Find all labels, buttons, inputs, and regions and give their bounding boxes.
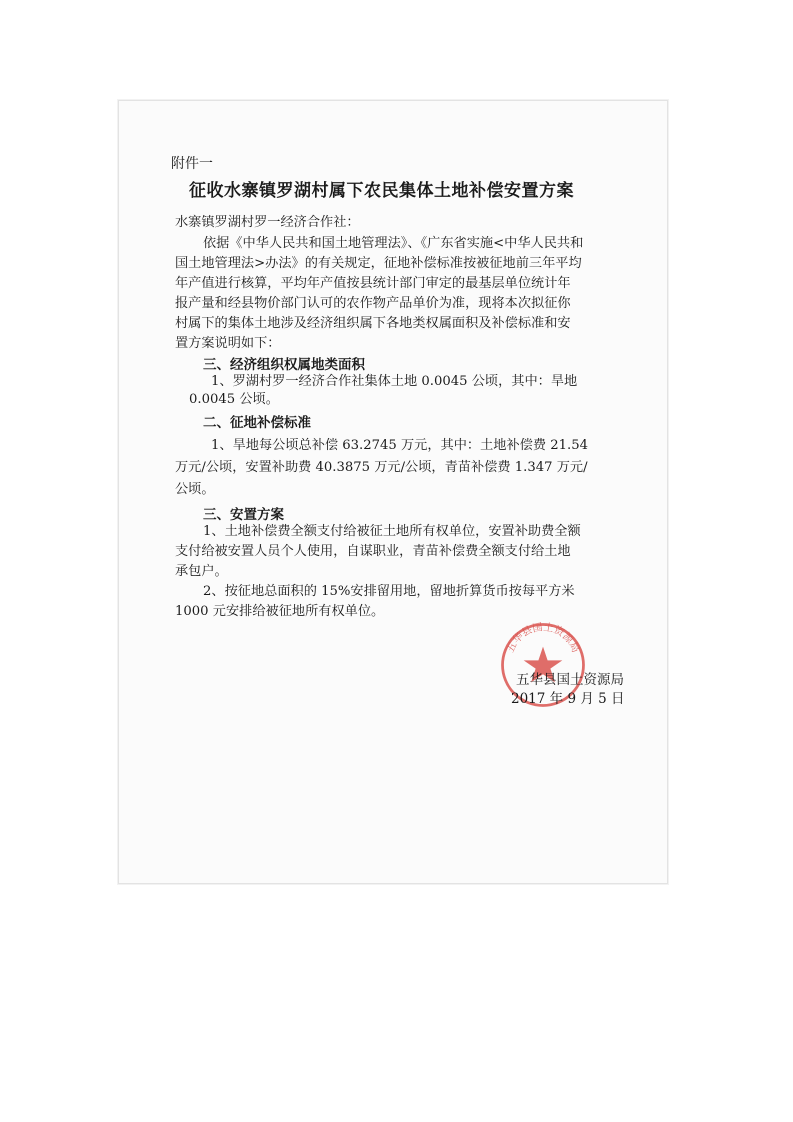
intro-line: 国土地管理法>办法》的有关规定，征地补偿标准按被征地前三年平均 bbox=[175, 256, 582, 271]
document-title: 征收水寨镇罗湖村属下农民集体土地补偿安置方案 bbox=[189, 181, 574, 201]
section-standard-line: 1、旱地每公顷总补偿 63.2745 万元，其中：土地补偿费 21.54 bbox=[211, 438, 589, 453]
intro-line: 依据《中华人民共和国土地管理法》、《广东省实施<中华人民共和 bbox=[203, 236, 584, 251]
section-plan-line: 1、土地补偿费全额支付给被征土地所有权单位，安置补助费全额 bbox=[203, 524, 581, 539]
signer: 五华县国土资源局 bbox=[516, 672, 624, 688]
section-plan-heading: 三、安置方案 bbox=[203, 507, 284, 523]
section-plan-line: 2、按征地总面积的 15%安排留用地，留地折算货币按每平方米 bbox=[203, 584, 575, 599]
scanned-page bbox=[118, 100, 668, 884]
intro-line: 报产量和经县物价部门认可的农作物产品单价为准，现将本次拟征你 bbox=[175, 296, 571, 311]
intro-line: 年产值进行核算，平均年产值按县统计部门审定的最基层单位统计年 bbox=[175, 276, 571, 291]
section-area-line: 0.0045 公顷。 bbox=[189, 392, 279, 407]
addressee: 水寨镇罗湖村罗一经济合作社： bbox=[175, 215, 360, 230]
attachment-label: 附件一 bbox=[171, 156, 213, 172]
section-area-heading: 三、经济组织权属地类面积 bbox=[203, 357, 365, 373]
section-plan-line: 1000 元安排给被征地所有权单位。 bbox=[175, 604, 385, 619]
section-plan-line: 承包户。 bbox=[175, 564, 228, 579]
section-standard-heading: 二、征地补偿标准 bbox=[203, 415, 311, 431]
section-standard-line: 万元/公顷，安置补助费 40.3875 万元/公顷，青苗补偿费 1.347 万元/ bbox=[175, 460, 588, 475]
intro-line: 置方案说明如下： bbox=[175, 336, 281, 351]
section-standard-line: 公顷。 bbox=[175, 482, 215, 497]
seal-text: 五华县国土资源局 bbox=[505, 622, 581, 655]
intro-line: 村属下的集体土地涉及经济组织属下各地类权属面积及补偿标准和安 bbox=[175, 316, 571, 331]
signing-date: 2017 年 9 月 5 日 bbox=[511, 691, 625, 707]
section-area-line: 1、罗湖村罗一经济合作社集体土地 0.0045 公顷，其中：旱地 bbox=[211, 374, 578, 389]
section-plan-line: 支付给被安置人员个人使用，自谋职业，青苗补偿费全额支付给土地 bbox=[175, 544, 571, 559]
